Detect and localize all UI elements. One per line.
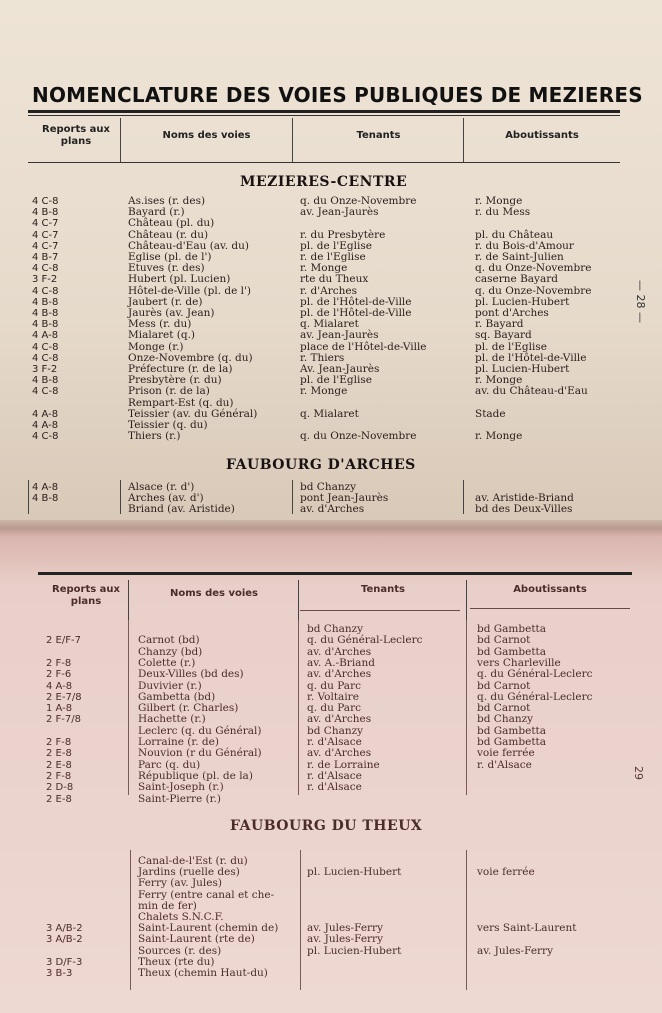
- aboutissants-cell: q. du Général-Leclerc: [477, 690, 593, 703]
- street-name-cell: Saint-Joseph (r.): [138, 781, 224, 794]
- street-name-cell: Parc (q. du): [138, 758, 201, 771]
- tenants-cell: r. d'Alsace: [307, 736, 362, 748]
- ref-cell: 4 A-8: [46, 680, 73, 692]
- ref-cell: 4 B-8: [32, 319, 59, 331]
- header-aboutissants: Aboutissants: [513, 584, 587, 595]
- aboutissants-cell: q. du Général-Leclerc: [477, 668, 593, 681]
- header-tenants: Tenants: [356, 130, 401, 141]
- street-name-cell: Jardins (ruelle des): [138, 866, 240, 879]
- aboutissants-cell: r. du Mess: [475, 206, 531, 219]
- street-name-cell: Jaurès (av. Jean): [128, 307, 215, 319]
- street-name-cell: Teissier (av. du Général): [128, 407, 258, 420]
- street-name-cell: Lorraine (r. de): [138, 736, 219, 748]
- aboutissants-cell: vers Charleville: [477, 656, 561, 669]
- street-name-cell: Teissier (q. du): [128, 419, 208, 431]
- header-divider: [120, 118, 121, 162]
- table-row: [0, 782, 662, 793]
- aboutissants-cell: bd Chanzy: [477, 713, 534, 726]
- page-title: NOMENCLATURE DES VOIES PUBLIQUES DE MEZIERES: [32, 83, 643, 107]
- aboutissants-cell: q. du Onze-Novembre: [475, 284, 592, 297]
- aboutissants-cell: bd Gambetta: [477, 645, 547, 658]
- header-noms: Noms des voies: [162, 130, 251, 141]
- street-name-cell: Château-d'Eau (av. du): [128, 239, 249, 252]
- tenants-cell: r. d'Arches: [300, 284, 357, 297]
- aboutissants-cell: vers Saint-Laurent: [477, 922, 577, 935]
- aboutissants-cell: bd Carnot: [477, 634, 531, 647]
- header-bottom-rule: [28, 162, 620, 163]
- tenants-cell: pl. Lucien-Hubert: [307, 866, 402, 879]
- tenants-cell: q. Mialaret: [300, 318, 359, 331]
- table-row: [0, 386, 662, 397]
- table-row: [0, 398, 662, 409]
- tenants-cell: av. Jules-Ferry: [307, 933, 383, 946]
- street-name-cell: Bayard (r.): [128, 206, 185, 219]
- table-row: [0, 342, 662, 353]
- tenants-cell: r. d'Alsace: [307, 781, 362, 794]
- aboutissants-cell: pl. Lucien-Hubert: [475, 363, 570, 375]
- table-row: [0, 934, 662, 945]
- ref-cell: 3 A/B-2: [46, 934, 83, 946]
- aboutissants-cell: voie ferrée: [477, 747, 535, 760]
- table-row: [0, 635, 662, 646]
- aboutissants-cell: pl. de l'Eglise: [475, 340, 547, 353]
- aboutissants-cell: av. Jules-Ferry: [477, 944, 553, 957]
- street-name-cell: Sources (r. des): [138, 944, 222, 957]
- aboutissants-cell: av. Aristide-Briand: [475, 491, 574, 504]
- street-name-cell: Carnot (bd): [138, 634, 200, 647]
- street-name-cell: Thiers (r.): [128, 430, 181, 443]
- street-name-cell: Leclerc (q. du Général): [138, 724, 262, 737]
- aboutissants-cell: bd Gambetta: [477, 623, 547, 635]
- tenants-cell: Av. Jean-Jaurès: [300, 363, 380, 375]
- ref-cell: 4 B-8: [32, 296, 59, 308]
- aboutissants-cell: voie ferrée: [477, 866, 535, 879]
- ref-cell: 2 E-8: [46, 748, 72, 760]
- aboutissants-cell: caserne Bayard: [475, 273, 558, 286]
- table-row: [0, 878, 662, 889]
- section-theux: FAUBOURG DU THEUX: [230, 818, 423, 834]
- tenants-cell: q. du Onze-Novembre: [300, 430, 417, 443]
- table-row: [0, 431, 662, 442]
- ref-cell: 4 A-8: [32, 408, 59, 420]
- tenants-cell: r. Thiers: [300, 351, 345, 364]
- header-reports: Reports aux plans: [42, 124, 110, 147]
- ref-cell: 2 F-8: [46, 657, 72, 669]
- ref-cell: 4 B-8: [32, 492, 59, 504]
- tenants-cell: av. d'Arches: [300, 502, 365, 515]
- table-row: [0, 218, 662, 229]
- street-name-cell: Duvivier (r.): [138, 679, 202, 692]
- aboutissants-cell: bd Carnot: [477, 702, 531, 715]
- page-number-bottom: 29: [632, 766, 645, 780]
- tenants-cell: q. du Général-Leclerc: [307, 634, 423, 647]
- street-name-cell: Presbytère (r. du): [128, 374, 222, 387]
- header-aboutissants: Aboutissants: [505, 130, 579, 141]
- bottom-page: [0, 528, 662, 1013]
- tenants-cell: bd Chanzy: [307, 623, 364, 635]
- table-row: [0, 867, 662, 878]
- section-centre: MEZIERES-CENTRE: [240, 174, 408, 190]
- street-name-cell: Château (r. du): [128, 228, 209, 241]
- street-name-cell: As.ises (r. des): [128, 195, 206, 207]
- ref-cell: 4 C-8: [32, 196, 59, 207]
- street-name-cell: Alsace (r. d'): [128, 481, 195, 493]
- table-row: [0, 748, 662, 759]
- tenants-cell: pl. de l'Eglise: [300, 374, 372, 387]
- tenants-cell: r. Monge: [300, 262, 348, 275]
- header-top-rule: [28, 115, 620, 116]
- street-name-cell: Theux (chemin Haut-du): [138, 967, 268, 979]
- table-row: [0, 504, 662, 515]
- table-row: [0, 669, 662, 680]
- street-name-cell: Chanzy (bd): [138, 645, 203, 658]
- ref-cell: 2 E-8: [46, 793, 72, 805]
- street-name-cell: Saint-Laurent (rte de): [138, 933, 255, 946]
- page-fold: [0, 520, 662, 536]
- tenants-cell: av. Jean-Jaurès: [300, 206, 379, 219]
- ref-cell: 2 E-7/8: [46, 691, 82, 703]
- tenants-cell: rte du Theux: [300, 273, 369, 286]
- table-row: [0, 409, 662, 420]
- section-arches: FAUBOURG D'ARCHES: [226, 457, 416, 473]
- header-divider: [298, 580, 299, 620]
- table-row: [0, 207, 662, 218]
- tenants-cell: pl. de l'Hôtel-de-Ville: [300, 307, 412, 319]
- ref-cell: 3 F-2: [32, 364, 58, 375]
- street-name-cell: Saint-Pierre (r.): [138, 792, 221, 805]
- ref-cell: 4 A-8: [32, 482, 59, 493]
- tenants-cell: q. du Parc: [307, 679, 361, 692]
- tenants-cell: av. d'Arches: [307, 747, 372, 760]
- tenants-cell: av. d'Arches: [307, 713, 372, 726]
- street-name-cell: Colette (r.): [138, 656, 196, 669]
- aboutissants-cell: r. d'Alsace: [477, 758, 532, 771]
- street-name-cell: Deux-Villes (bd des): [138, 668, 244, 681]
- tenants-cell: av. d'Arches: [307, 668, 372, 681]
- street-name-cell: Gilbert (r. Charles): [138, 702, 239, 715]
- aboutissants-cell: bd Carnot: [477, 679, 531, 692]
- title-rule: [28, 110, 620, 113]
- tenants-cell: av. d'Arches: [307, 645, 372, 658]
- street-name-cell: Onze-Novembre (q. du): [128, 351, 253, 364]
- tenants-cell: r. de Lorraine: [307, 758, 380, 771]
- ref-cell: 2 F-7/8: [46, 714, 81, 726]
- aboutissants-cell: bd Gambetta: [477, 736, 547, 748]
- street-name-cell: Chalets S.N.C.F.: [138, 911, 224, 923]
- ref-cell: 4 B-7: [32, 252, 59, 263]
- table-row: [0, 714, 662, 725]
- street-name-cell: Prison (r. de la): [128, 385, 210, 398]
- table-row: [0, 274, 662, 285]
- ref-cell: 4 C-8: [32, 285, 59, 297]
- ref-cell: 4 C-8: [32, 263, 59, 275]
- header-divider: [463, 118, 464, 162]
- aboutissants-cell: av. du Château-d'Eau: [475, 385, 588, 398]
- street-name-cell: Mess (r. du): [128, 318, 192, 331]
- ref-cell: 4 A-8: [32, 330, 59, 342]
- ref-cell: 4 C-7: [32, 240, 59, 252]
- ref-cell: 2 F-6: [46, 669, 72, 681]
- street-name-cell: Rempart-Est (q. du): [128, 396, 234, 409]
- street-name-cell: Eglise (pl. de l'): [128, 251, 212, 263]
- header-reports: Reports aux plans: [52, 584, 120, 607]
- street-name-cell: République (pl. de la): [138, 769, 253, 782]
- tenants-cell: place de l'Hôtel-de-Ville: [300, 340, 427, 353]
- tenants-cell: r. Voltaire: [307, 690, 359, 703]
- street-name-cell: Hubert (pl. Lucien): [128, 273, 231, 286]
- ref-cell: 2 F-8: [46, 737, 72, 748]
- aboutissants-cell: r. de Saint-Julien: [475, 251, 564, 263]
- aboutissants-cell: q. du Onze-Novembre: [475, 262, 592, 275]
- tenants-cell: r. Monge: [300, 385, 348, 398]
- tenants-cell: av. Jules-Ferry: [307, 922, 383, 935]
- aboutissants-cell: bd Gambetta: [477, 724, 547, 737]
- ref-cell: 1 A-8: [46, 703, 73, 715]
- street-name-cell: Saint-Laurent (chemin de): [138, 922, 279, 935]
- table-row: [0, 681, 662, 692]
- header-divider: [292, 118, 293, 162]
- table-row: [0, 230, 662, 241]
- tenants-cell: av. Jean-Jaurès: [300, 329, 379, 342]
- tenants-cell: pl. de l'Eglise: [300, 239, 372, 252]
- bottom-top-rule: [38, 572, 632, 575]
- ref-cell: 4 C-8: [32, 431, 59, 443]
- tenants-cell: r. de l'Eglise: [300, 251, 366, 263]
- ref-cell: 3 F-2: [32, 274, 58, 286]
- table-row: [0, 330, 662, 341]
- aboutissants-cell: r. Monge: [475, 195, 523, 207]
- tenants-cell: q. Mialaret: [300, 407, 359, 420]
- ref-cell: 4 C-7: [32, 218, 59, 230]
- street-name-cell: Nouvion (r du Général): [138, 747, 262, 760]
- aboutissants-cell: Stade: [475, 407, 506, 420]
- ref-cell: 4 A-8: [32, 420, 59, 431]
- street-name-cell: Monge (r.): [128, 340, 184, 353]
- aboutissants-cell: r. Monge: [475, 430, 523, 443]
- header-underline: [470, 608, 630, 609]
- street-name-cell: Theux (rte du): [138, 955, 215, 968]
- street-name-cell: Etuves (r. des): [128, 262, 205, 275]
- street-name-cell: Mialaret (q.): [128, 329, 196, 342]
- tenants-cell: pl. de l'Hôtel-de-Ville: [300, 295, 412, 308]
- ref-cell: 4 B-8: [32, 308, 59, 319]
- ref-cell: 3 D/F-3: [46, 956, 83, 968]
- ref-cell: 4 C-8: [32, 386, 59, 398]
- street-name-cell: Jaubert (r. de): [128, 295, 203, 308]
- table-row: [0, 901, 662, 912]
- tenants-cell: bd Chanzy: [300, 481, 357, 493]
- ref-cell: 3 B-3: [46, 968, 73, 979]
- ref-cell: 2 F-8: [46, 770, 72, 782]
- aboutissants-cell: pl. de l'Hôtel-de-Ville: [475, 351, 587, 364]
- table-row: [0, 946, 662, 957]
- street-name-cell: Hachette (r.): [138, 713, 206, 726]
- tenants-cell: r. du Presbytère: [300, 228, 386, 241]
- street-name-cell: Arches (av. d'): [128, 491, 204, 504]
- tenants-cell: pont Jean-Jaurès: [300, 491, 389, 504]
- aboutissants-cell: r. Monge: [475, 374, 523, 387]
- tenants-cell: av. A.-Briand: [307, 656, 375, 669]
- aboutissants-cell: r. du Bois-d'Amour: [475, 239, 574, 252]
- table-row: [0, 968, 662, 979]
- street-name-cell: Canal-de-l'Est (r. du): [138, 855, 248, 867]
- tenants-cell: bd Chanzy: [307, 724, 364, 737]
- ref-cell: 4 B-8: [32, 207, 59, 219]
- aboutissants-cell: bd des Deux-Villes: [475, 502, 573, 515]
- table-row: [0, 957, 662, 968]
- tenants-cell: q. du Parc: [307, 702, 361, 715]
- street-name-cell: Hôtel-de-Ville (pl. de l'): [128, 284, 252, 297]
- aboutissants-cell: pl. Lucien-Hubert: [475, 295, 570, 308]
- ref-cell: 4 C-7: [32, 229, 59, 241]
- street-name-cell: Briand (av. Aristide): [128, 502, 235, 515]
- header-tenants: Tenants: [361, 584, 405, 595]
- ref-cell: 2 E-8: [46, 759, 72, 771]
- table-row: [0, 794, 662, 805]
- ref-cell: 4 B-8: [32, 375, 59, 387]
- ref-cell: 2 D-8: [46, 782, 74, 794]
- aboutissants-cell: sq. Bayard: [475, 329, 532, 342]
- tenants-cell: pl. Lucien-Hubert: [307, 944, 402, 957]
- table-row: [0, 890, 662, 901]
- aboutissants-cell: r. Bayard: [475, 318, 524, 331]
- header-noms: Noms des voies: [169, 588, 259, 599]
- tenants-cell: r. d'Alsace: [307, 769, 362, 782]
- aboutissants-cell: pl. du Château: [475, 228, 554, 241]
- street-name-cell: min de fer): [138, 899, 197, 912]
- street-name-cell: Préfecture (r. de la): [128, 363, 233, 375]
- ref-cell: 4 C-8: [32, 341, 59, 353]
- street-name-cell: Gambetta (bd): [138, 690, 216, 703]
- aboutissants-cell: pont d'Arches: [475, 307, 549, 319]
- header-divider: [128, 580, 129, 620]
- page-number-top: — 28 —: [634, 280, 647, 323]
- street-name-cell: Ferry (entre canal et che-: [138, 888, 275, 901]
- street-name-cell: Ferry (av. Jules): [138, 877, 222, 890]
- ref-cell: 2 E/F-7: [46, 635, 81, 647]
- street-name-cell: Château (pl. du): [128, 217, 215, 230]
- table-row: [0, 286, 662, 297]
- ref-cell: 4 C-8: [32, 352, 59, 364]
- tenants-cell: q. du Onze-Novembre: [300, 195, 417, 207]
- header-divider: [466, 580, 467, 620]
- header-underline: [300, 610, 460, 611]
- ref-cell: 3 A/B-2: [46, 923, 83, 935]
